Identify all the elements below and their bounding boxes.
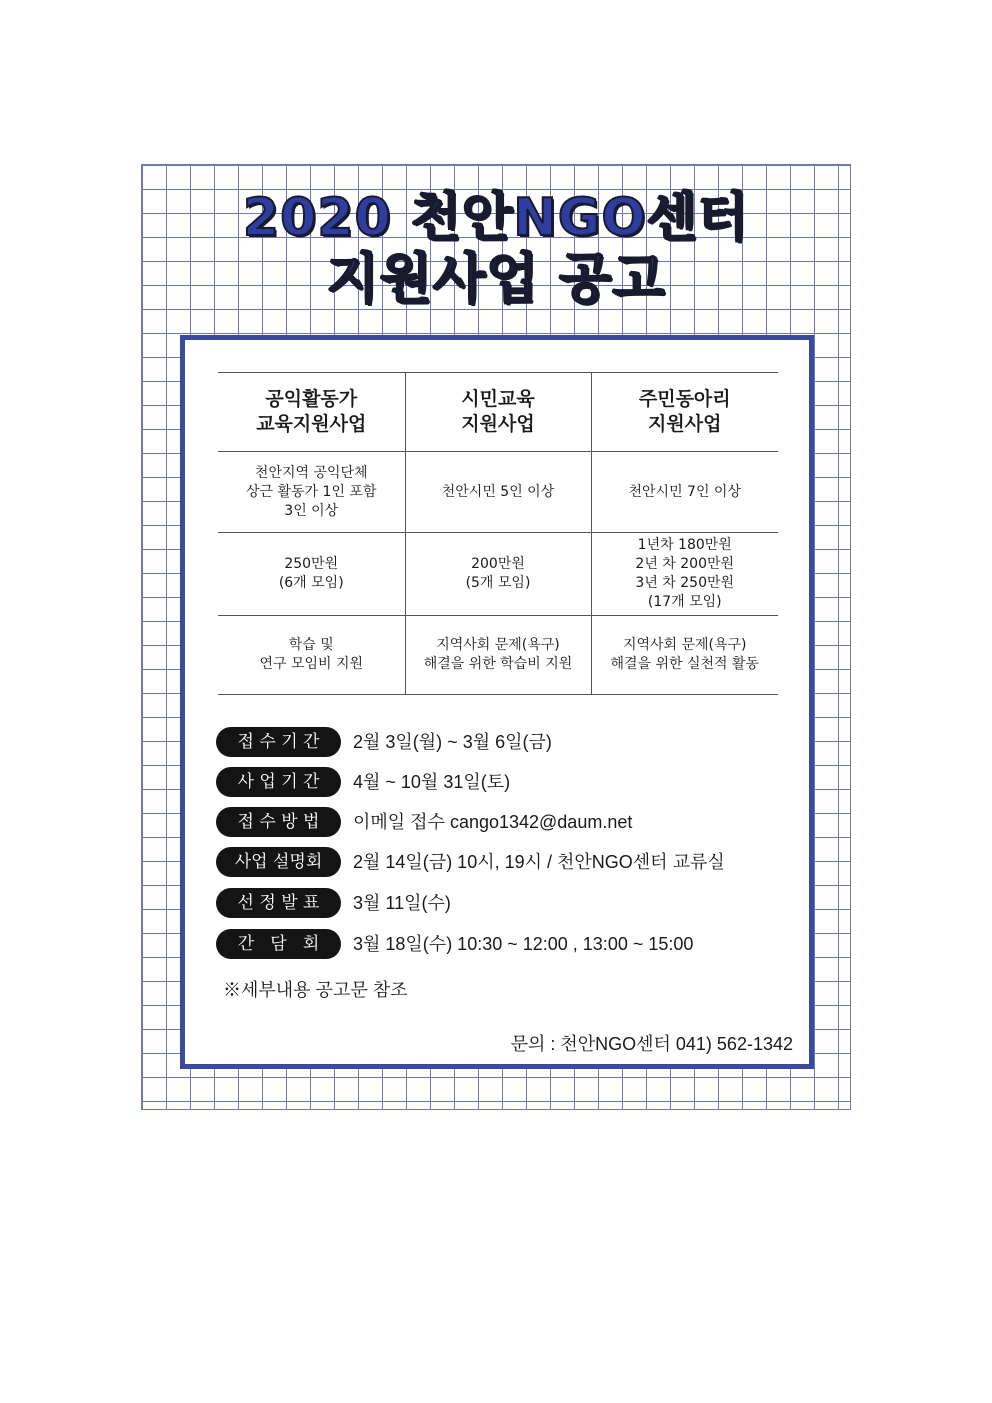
table-cell: 천안시민 7인 이상 [591,452,778,533]
title-line-1: 2020 천안NGO센터 [242,188,750,248]
contact-info: 문의 : 천안NGO센터 041) 562-1342 [510,1034,793,1054]
header-cell: 시민교육 지원사업 [405,373,591,452]
info-row-meeting [216,926,796,960]
info-label-badge: 접 수 기 간 [216,727,341,757]
table-cell: 학습 및 연구 모임비 지원 [218,616,405,695]
info-value: 4월 ~ 10월 31일(토) [353,772,511,792]
table-cell: 지역사회 문제(욕구) 해결을 위한 학습비 지원 [405,616,591,695]
info-label-badge: 접 수 방 법 [216,807,341,837]
table-cell: 200만원 (5개 모임) [405,533,591,616]
support-program-table [218,372,778,695]
info-value: 3월 11일(수) [353,893,451,913]
table-row [218,452,778,533]
header-cell: 공익활동가 교육지원사업 [218,373,405,452]
table-cell: 천안지역 공익단체 상근 활동가 1인 포함 3인 이상 [218,452,405,533]
poster [142,165,850,1109]
detail-note: ※세부내용 공고문 참조 [223,980,408,1000]
table-cell: 1년차 180만원 2년 차 200만원 3년 차 250만원 (17개 모임) [591,533,778,616]
info-label-badge: 사 업 기 간 [216,767,341,797]
title-line-2: 지원사업 공고 [326,247,666,310]
info-row-briefing-session [216,844,796,878]
table-row [218,533,778,616]
info-row-project-period [216,764,796,798]
table-header-row [218,373,778,452]
table-row [218,616,778,695]
info-label-badge: 선 정 발 표 [216,888,341,918]
info-value: 이메일 접수 cango1342@daum.net [353,812,633,832]
info-value: 2월 14일(금) 10시, 19시 / 천안NGO센터 교류실 [353,852,725,872]
info-label-badge: 사업 설명회 [216,847,341,877]
table-cell: 250만원 (6개 모임) [218,533,405,616]
info-label-badge: 간 담 회 [216,929,341,959]
table-cell: 천안시민 5인 이상 [405,452,591,533]
table-cell: 지역사회 문제(욕구) 해결을 위한 실천적 활동 [591,616,778,695]
info-row-application-method [216,804,796,838]
info-value: 2월 3일(월) ~ 3월 6일(금) [353,732,552,752]
info-card [180,335,814,1069]
info-row-application-period [216,724,796,758]
header-cell: 주민동아리 지원사업 [591,373,778,452]
info-row-selection-announcement [216,885,796,919]
info-value: 3월 18일(수) 10:30 ~ 12:00 , 13:00 ~ 15:00 [353,934,694,954]
